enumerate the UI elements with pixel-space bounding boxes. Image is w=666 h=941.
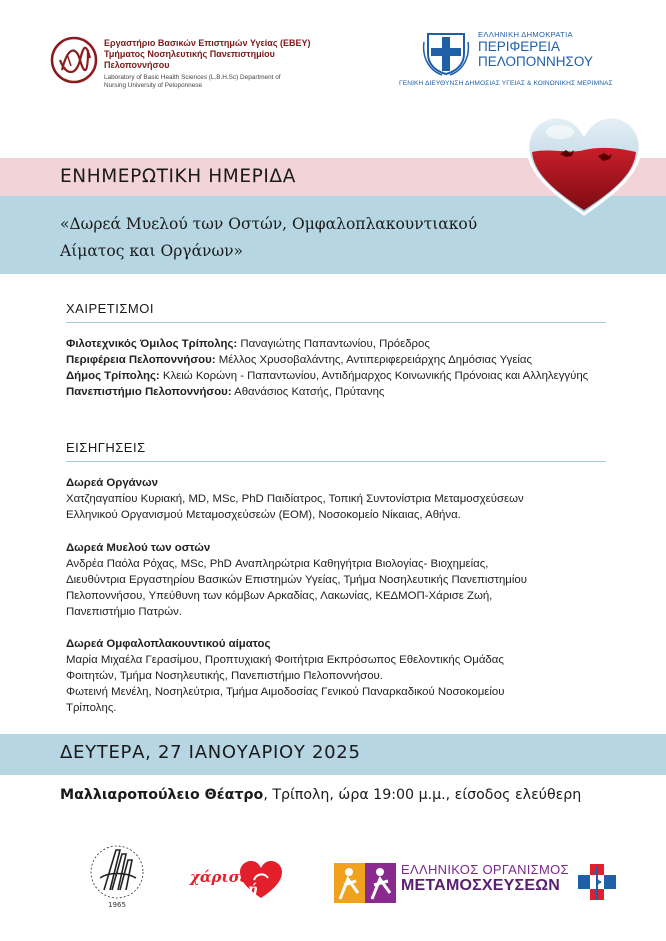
greeting-person: Παναγιώτης Παπαντωνίου, Πρόεδρος [237, 338, 430, 350]
talk-line: Ανδρέα Παόλα Ρόχας, MSc, PhD Αναπληρώτρια Καθηγήτρια Βιολογίας- Βιοχημείας, [66, 558, 489, 570]
medical-cross-icon [576, 862, 622, 902]
greeting-org: Δήμος Τρίπολης: [66, 370, 160, 382]
talk-line: Μαρία Μιχαέλα Γερασίμου, Προπτυχιακή Φοιτήτρια Εκπρόσωπος Εθελοντικής Ομάδας [66, 654, 504, 666]
talk-line: Φωτεινή Μενέλη, Νοσηλεύτρια, Τμήμα Αιμοδοσίας Γενικού Παναρκαδικού Νοσοκομείου [66, 686, 505, 698]
eom-name-block [401, 862, 569, 895]
lab-dept-line1: Τμήματος Νοσηλευτικής Πανεπιστημίου [104, 49, 275, 59]
event-title [60, 211, 560, 265]
lab-en-line2: Nursing University of Peloponnese [104, 82, 203, 89]
eom-line2: ΜΕΤΑΜΟΣΧΕΥΣΕΩΝ [401, 877, 560, 894]
greeting-person: Μέλλος Χρυσοβαλάντης, Αντιπεριφερειάρχης Δημόσιας Υγείας [215, 354, 533, 366]
event-title-line2: Αίματος και Οργάνων» [60, 242, 244, 260]
gov-line: ΕΛΛΗΝΙΚΗ ΔΗΜΟΚΡΑΤΙΑ [478, 30, 573, 39]
greeting-item [66, 352, 626, 368]
talk-title: Δωρεά Οργάνων [66, 477, 158, 489]
venue-details: , Τρίπολη, ώρα 19:00 μ.μ., είσοδος ελεύθερη [263, 787, 582, 803]
lab-name-block [104, 38, 364, 90]
eom-figures-icon [334, 863, 396, 903]
art-club-logo-icon [86, 838, 148, 910]
greek-emblem-icon [422, 28, 470, 76]
greeting-org: Πανεπιστήμιο Πελοποννήσου: [66, 386, 232, 398]
greetings-divider [66, 322, 606, 323]
charise-text: χάρισε [190, 868, 249, 886]
greeting-person: Κλειώ Κορώνη - Παπαντωνίου, Αντιδήμαρχος Κοινωνικής Πρόνοιας και Αλληλεγγύης [159, 370, 589, 382]
event-date: ΔΕΥΤΕΡΑ, 27 ΙΑΝΟΥΑΡΙΟΥ 2025 [60, 742, 361, 763]
greeting-item [66, 368, 596, 384]
talk-line: Πανεπιστήμιο Πατρών. [66, 606, 182, 618]
lab-name: Εργαστήριο Βασικών Επιστημών Υγείας (ΕΒΕΥ) [104, 38, 311, 48]
talk-title: Δωρεά Ομφαλοπλακουντικού αίματος [66, 638, 271, 650]
region-subtitle: ΓΕΝΙΚΗ ΔΙΕΥΘΥΝΣΗ ΔΗΜΟΣΙΑΣ ΥΓΕΙΑΣ & ΚΟΙΝΩΝΙΚΗΣ ΜΕΡΙΜΝΑΣ [399, 80, 613, 87]
glass-heart-icon [520, 110, 648, 218]
talk-line: Τρίπολης. [66, 702, 117, 714]
region-line1: ΠΕΡΙΦΕΡΕΙΑ [478, 39, 561, 54]
greeting-org: Περιφέρεια Πελοποννήσου: [66, 354, 216, 366]
lab-dept-line2: Πελοποννήσου [104, 60, 170, 70]
greeting-org: Φιλοτεχνικός Όμιλος Τρίπολης: [66, 338, 238, 350]
greetings-heading: ΧΑΙΡΕΤΙΣΜΟΙ [66, 301, 154, 316]
event-title-line1: «Δωρεά Μυελού των Οστών, Ομφαλοπλακουντιακού [60, 215, 478, 233]
talk-marrow [66, 540, 626, 620]
greeting-person: Αθανάσιος Κατσής, Πρύτανης [231, 386, 385, 398]
talk-title: Δωρεά Μυελού των οστών [66, 542, 211, 554]
talks-heading: ΕΙΣΗΓΗΣΕΙΣ [66, 440, 146, 455]
talk-line: Χατζηαγαπίου Κυριακή, MD, MSc, PhD Παιδίατρος, Τοπική Συντονίστρια Μεταμοσχεύσεων [66, 493, 524, 505]
venue-place: Μαλλιαροπούλειο Θέατρο [60, 787, 264, 803]
talk-line: Φοιτητών, Τμήμα Νοσηλευτικής, Πανεπιστήμιο Πελοποννήσου. [66, 670, 383, 682]
event-kind: ΕΝΗΜΕΡΩΤΙΚΗ ΗΜΕΡΙΔΑ [60, 166, 296, 187]
talk-line: Ελληνικού Οργανισμού Μεταμοσχεύσεών (ΕΟΜ), Νοσοκομείο Νίκαιας, Αθήνα. [66, 509, 461, 521]
eom-line1: ΕΛΛΗΝΙΚΟΣ ΟΡΓΑΝΙΣΜΟΣ [401, 862, 569, 877]
greetings-list [66, 336, 626, 400]
lab-en-line1: Laboratory of Basic Health Sciences (L.B.H.Sc) Department of [104, 74, 281, 81]
lab-logo-icon [50, 36, 98, 84]
greeting-item [66, 384, 626, 400]
talk-line: Πελοποννήσου, Υπεύθυνη των κόμβων Αρκαδίας, Λακωνίας, ΚΕΔΜΟΠ-Χάρισε Ζωή, [66, 590, 493, 602]
region-line2: ΠΕΛΟΠΟΝΝΗΣΟΥ [478, 54, 593, 69]
event-venue [60, 787, 581, 803]
talks-divider [66, 461, 606, 462]
club-year: 1965 [108, 901, 126, 909]
zoi-text: ζωή [226, 882, 258, 898]
charise-zoi-logo [180, 858, 290, 900]
greeting-item [66, 336, 626, 352]
talk-cord-blood [66, 636, 626, 716]
region-name-block [478, 30, 593, 69]
talk-line: Διευθύντρια Εργαστηρίου Βασικών Επιστημών Υγείας, Τμήμα Νοσηλευτικής Πανεπιστημίου [66, 574, 527, 586]
talk-organs [66, 475, 626, 523]
